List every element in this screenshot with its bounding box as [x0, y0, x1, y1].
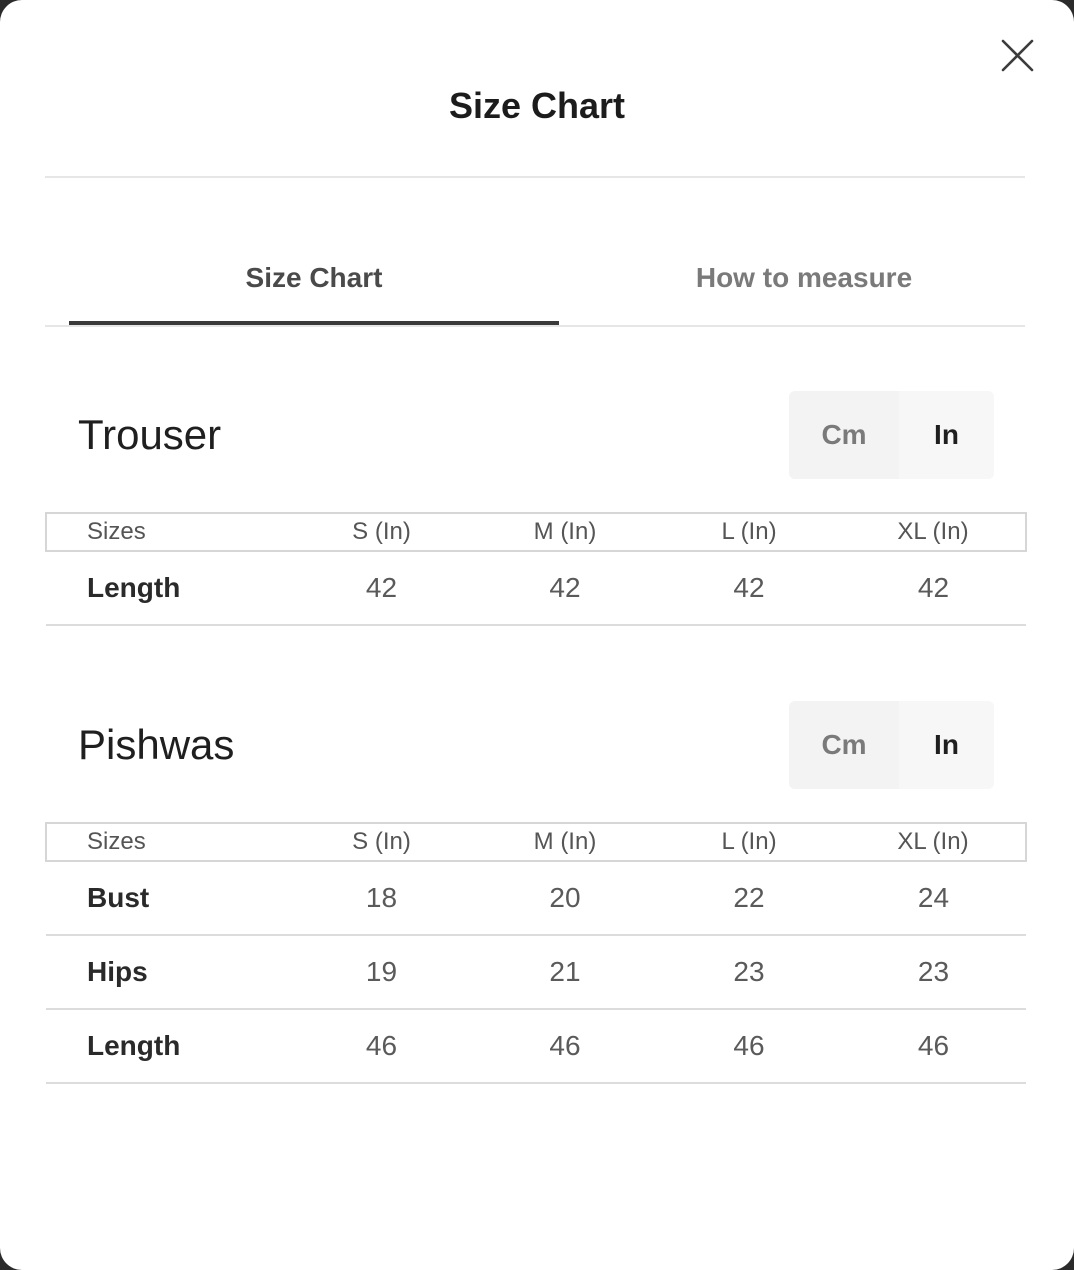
row-label: Bust — [46, 861, 290, 935]
modal-title: Size Chart — [448, 85, 626, 126]
header-sizes: Sizes — [46, 823, 290, 861]
table-header-row — [46, 513, 1026, 551]
table-header-row — [46, 823, 1026, 861]
header-sizes: Sizes — [46, 513, 290, 551]
table-row — [46, 1009, 1026, 1083]
cell-l: 42 — [657, 551, 841, 625]
header-m: M (In) — [473, 823, 657, 861]
cell-s: 42 — [290, 551, 473, 625]
section-title: Trouser — [78, 411, 222, 458]
unit-toggle — [789, 391, 994, 479]
size-table — [45, 512, 1027, 626]
cell-s: 18 — [290, 861, 473, 935]
cell-xl: 23 — [841, 935, 1026, 1009]
header-s: S (In) — [290, 513, 473, 551]
cell-s: 46 — [290, 1009, 473, 1083]
unit-in-button[interactable]: In — [899, 391, 994, 479]
header-xl: XL (In) — [841, 823, 1026, 861]
unit-in-button[interactable]: In — [899, 701, 994, 789]
tab-how-to-measure[interactable]: How to measure — [695, 262, 913, 293]
cell-m: 21 — [473, 935, 657, 1009]
row-label: Length — [46, 1009, 290, 1083]
tab-size-chart[interactable]: Size Chart — [245, 262, 383, 293]
table-row — [46, 551, 1026, 625]
cell-m: 42 — [473, 551, 657, 625]
section-title: Pishwas — [78, 721, 235, 768]
tab-bar — [45, 240, 1025, 327]
header-xl: XL (In) — [841, 513, 1026, 551]
cell-l: 23 — [657, 935, 841, 1009]
header-l: L (In) — [657, 823, 841, 861]
unit-cm-button[interactable]: Cm — [821, 419, 867, 450]
title-divider — [45, 176, 1025, 178]
header-s: S (In) — [290, 823, 473, 861]
cell-m: 20 — [473, 861, 657, 935]
unit-cm-button[interactable]: Cm — [821, 729, 867, 760]
cell-s: 19 — [290, 935, 473, 1009]
cell-xl: 24 — [841, 861, 1026, 935]
active-tab-indicator — [69, 321, 559, 325]
table-row — [46, 935, 1026, 1009]
cell-m: 46 — [473, 1009, 657, 1083]
close-button[interactable] — [995, 34, 1039, 78]
row-label: Hips — [46, 935, 290, 1009]
table-row — [46, 861, 1026, 935]
header-m: M (In) — [473, 513, 657, 551]
section-trouser — [45, 391, 1025, 631]
cell-xl: 46 — [841, 1009, 1026, 1083]
cell-xl: 42 — [841, 551, 1026, 625]
cell-l: 22 — [657, 861, 841, 935]
cell-l: 46 — [657, 1009, 841, 1083]
size-table — [45, 822, 1027, 1084]
section-pishwas — [45, 701, 1025, 1091]
unit-toggle — [789, 701, 994, 789]
row-label: Length — [46, 551, 290, 625]
close-icon — [995, 34, 1039, 78]
header-l: L (In) — [657, 513, 841, 551]
